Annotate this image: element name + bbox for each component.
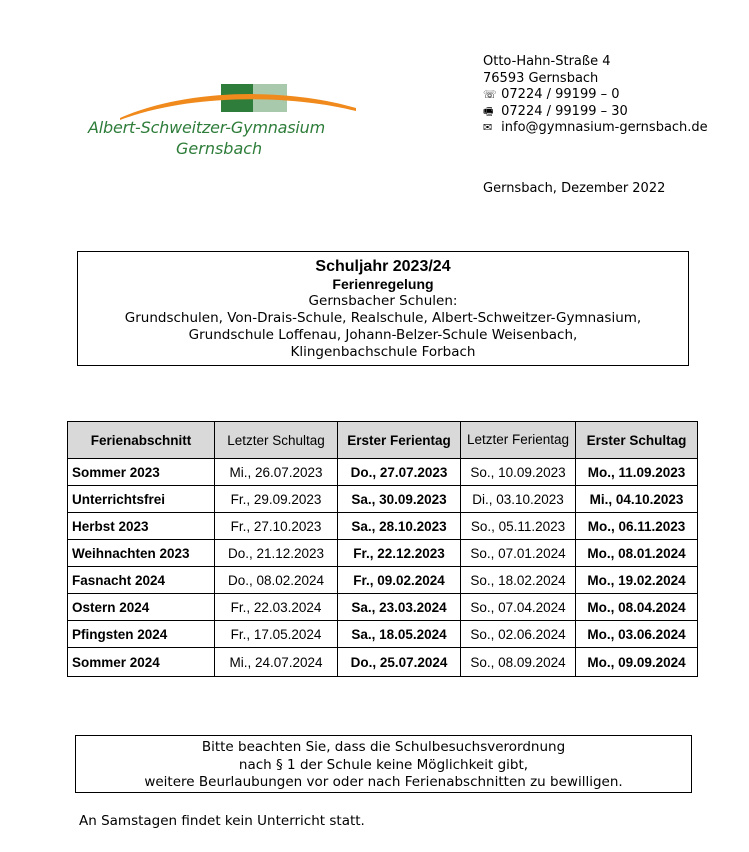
- cell-erster-schultag: Mo., 08.01.2024: [576, 540, 698, 567]
- cell-ferienabschnitt: Ostern 2024: [68, 594, 215, 621]
- contact-phone: 07224 / 99199 – 0: [501, 87, 620, 102]
- date-line: Gernsbach, Dezember 2022: [483, 181, 666, 196]
- cell-letzter-schultag: Do., 08.02.2024: [215, 567, 338, 594]
- school-year-info-box: [77, 251, 689, 366]
- table-row: [68, 540, 698, 567]
- schools-line: Grundschule Loffenau, Johann-Belzer-Schule Weisenbach,: [188, 327, 578, 343]
- header-erster-ferientag: Erster Ferientag: [338, 422, 461, 459]
- header-letzter-ferientag: Letzter Ferientag: [461, 422, 576, 459]
- cell-letzter-schultag: Mi., 26.07.2023: [215, 459, 338, 486]
- logo-school-name: Albert-Schweitzer-Gymnasium: [88, 118, 325, 137]
- header-letzter-schultag: Letzter Schultag: [215, 422, 338, 459]
- cell-erster-ferientag: Do., 27.07.2023: [338, 459, 461, 486]
- cell-letzter-schultag: Fr., 17.05.2024: [215, 621, 338, 648]
- table-row: [68, 486, 698, 513]
- notice-line: nach § 1 der Schule keine Möglichkeit gibt,: [238, 756, 529, 773]
- cell-erster-schultag: Mo., 03.06.2024: [576, 621, 698, 648]
- schools-line: Grundschulen, Von-Drais-Schule, Realschule, Albert-Schweitzer-Gymnasium,: [124, 310, 642, 326]
- contact-street: Otto-Hahn-Straße 4: [483, 54, 611, 69]
- cell-letzter-schultag: Fr., 22.03.2024: [215, 594, 338, 621]
- logo-city-name: Gernsbach: [176, 139, 263, 158]
- table-header-row: [68, 422, 698, 459]
- table-row: [68, 567, 698, 594]
- cell-ferienabschnitt: Sommer 2024: [68, 648, 215, 677]
- contact-email: info@gymnasium-gernsbach.de: [501, 120, 708, 135]
- cell-erster-schultag: Mi., 04.10.2023: [576, 486, 698, 513]
- table-row: [68, 459, 698, 486]
- cell-erster-ferientag: Do., 25.07.2024: [338, 648, 461, 677]
- contact-city: 76593 Gernsbach: [483, 70, 599, 86]
- cell-erster-ferientag: Sa., 28.10.2023: [338, 513, 461, 540]
- cell-letzter-ferientag: So., 07.01.2024: [461, 540, 576, 567]
- cell-letzter-schultag: Fr., 27.10.2023: [215, 513, 338, 540]
- contact-email-line: [483, 120, 708, 137]
- cell-letzter-ferientag: Di., 03.10.2023: [461, 486, 576, 513]
- school-year-title: Schuljahr 2023/24: [315, 258, 451, 275]
- holiday-rules-subtitle: Ferienregelung: [332, 276, 434, 292]
- schools-line: Gernsbacher Schulen:: [308, 293, 458, 309]
- contact-block: [483, 54, 708, 137]
- email-icon: ✉: [483, 121, 493, 134]
- cell-letzter-ferientag: So., 02.06.2024: [461, 621, 576, 648]
- saturday-note: An Samstagen findet kein Unterricht statt.: [79, 813, 365, 829]
- contact-phone-line: [483, 87, 708, 104]
- cell-erster-schultag: Mo., 09.09.2024: [576, 648, 698, 677]
- cell-erster-ferientag: Fr., 09.02.2024: [338, 567, 461, 594]
- contact-fax: 07224 / 99199 – 30: [501, 103, 628, 119]
- cell-erster-schultag: Mo., 08.04.2024: [576, 594, 698, 621]
- notice-line: weitere Beurlaubungen vor oder nach Ferienabschnitten zu bewilligen.: [144, 774, 623, 790]
- schools-line: Klingenbachschule Forbach: [290, 344, 476, 360]
- cell-erster-schultag: Mo., 06.11.2023: [576, 513, 698, 540]
- cell-ferienabschnitt: Fasnacht 2024: [68, 567, 215, 594]
- cell-letzter-ferientag: So., 10.09.2023: [461, 459, 576, 486]
- table-row: [68, 648, 698, 677]
- cell-erster-ferientag: Fr., 22.12.2023: [338, 540, 461, 567]
- notice-line: Bitte beachten Sie, dass die Schulbesuchsverordnung: [201, 739, 566, 755]
- cell-ferienabschnitt: Weihnachten 2023: [68, 540, 215, 567]
- cell-ferienabschnitt: Unterrichtsfrei: [68, 486, 215, 513]
- contact-fax-line: [483, 104, 708, 121]
- cell-erster-ferientag: Sa., 23.03.2024: [338, 594, 461, 621]
- cell-ferienabschnitt: Sommer 2023: [68, 459, 215, 486]
- table-body: [68, 459, 698, 677]
- cell-letzter-schultag: Do., 21.12.2023: [215, 540, 338, 567]
- header-ferienabschnitt: Ferienabschnitt: [68, 422, 215, 459]
- holiday-table: [67, 421, 698, 677]
- fax-icon: 🖷: [483, 104, 494, 118]
- cell-letzter-ferientag: So., 07.04.2024: [461, 594, 576, 621]
- cell-erster-schultag: Mo., 11.09.2023: [576, 459, 698, 486]
- cell-ferienabschnitt: Herbst 2023: [68, 513, 215, 540]
- table-row: [68, 621, 698, 648]
- telephone-icon: ☏: [483, 88, 497, 101]
- cell-letzter-ferientag: So., 08.09.2024: [461, 648, 576, 677]
- table-row: [68, 594, 698, 621]
- cell-ferienabschnitt: Pfingsten 2024: [68, 621, 215, 648]
- cell-letzter-ferientag: So., 05.11.2023: [461, 513, 576, 540]
- school-logo: [88, 82, 358, 162]
- notice-box: [75, 735, 692, 793]
- cell-letzter-schultag: Fr., 29.09.2023: [215, 486, 338, 513]
- cell-letzter-ferientag: So., 18.02.2024: [461, 567, 576, 594]
- cell-erster-schultag: Mo., 19.02.2024: [576, 567, 698, 594]
- table-row: [68, 513, 698, 540]
- cell-erster-ferientag: Sa., 18.05.2024: [338, 621, 461, 648]
- cell-erster-ferientag: Sa., 30.09.2023: [338, 486, 461, 513]
- header-erster-schultag: Erster Schultag: [576, 422, 698, 459]
- cell-letzter-schultag: Mi., 24.07.2024: [215, 648, 338, 677]
- logo-arc-graphic: [118, 82, 358, 122]
